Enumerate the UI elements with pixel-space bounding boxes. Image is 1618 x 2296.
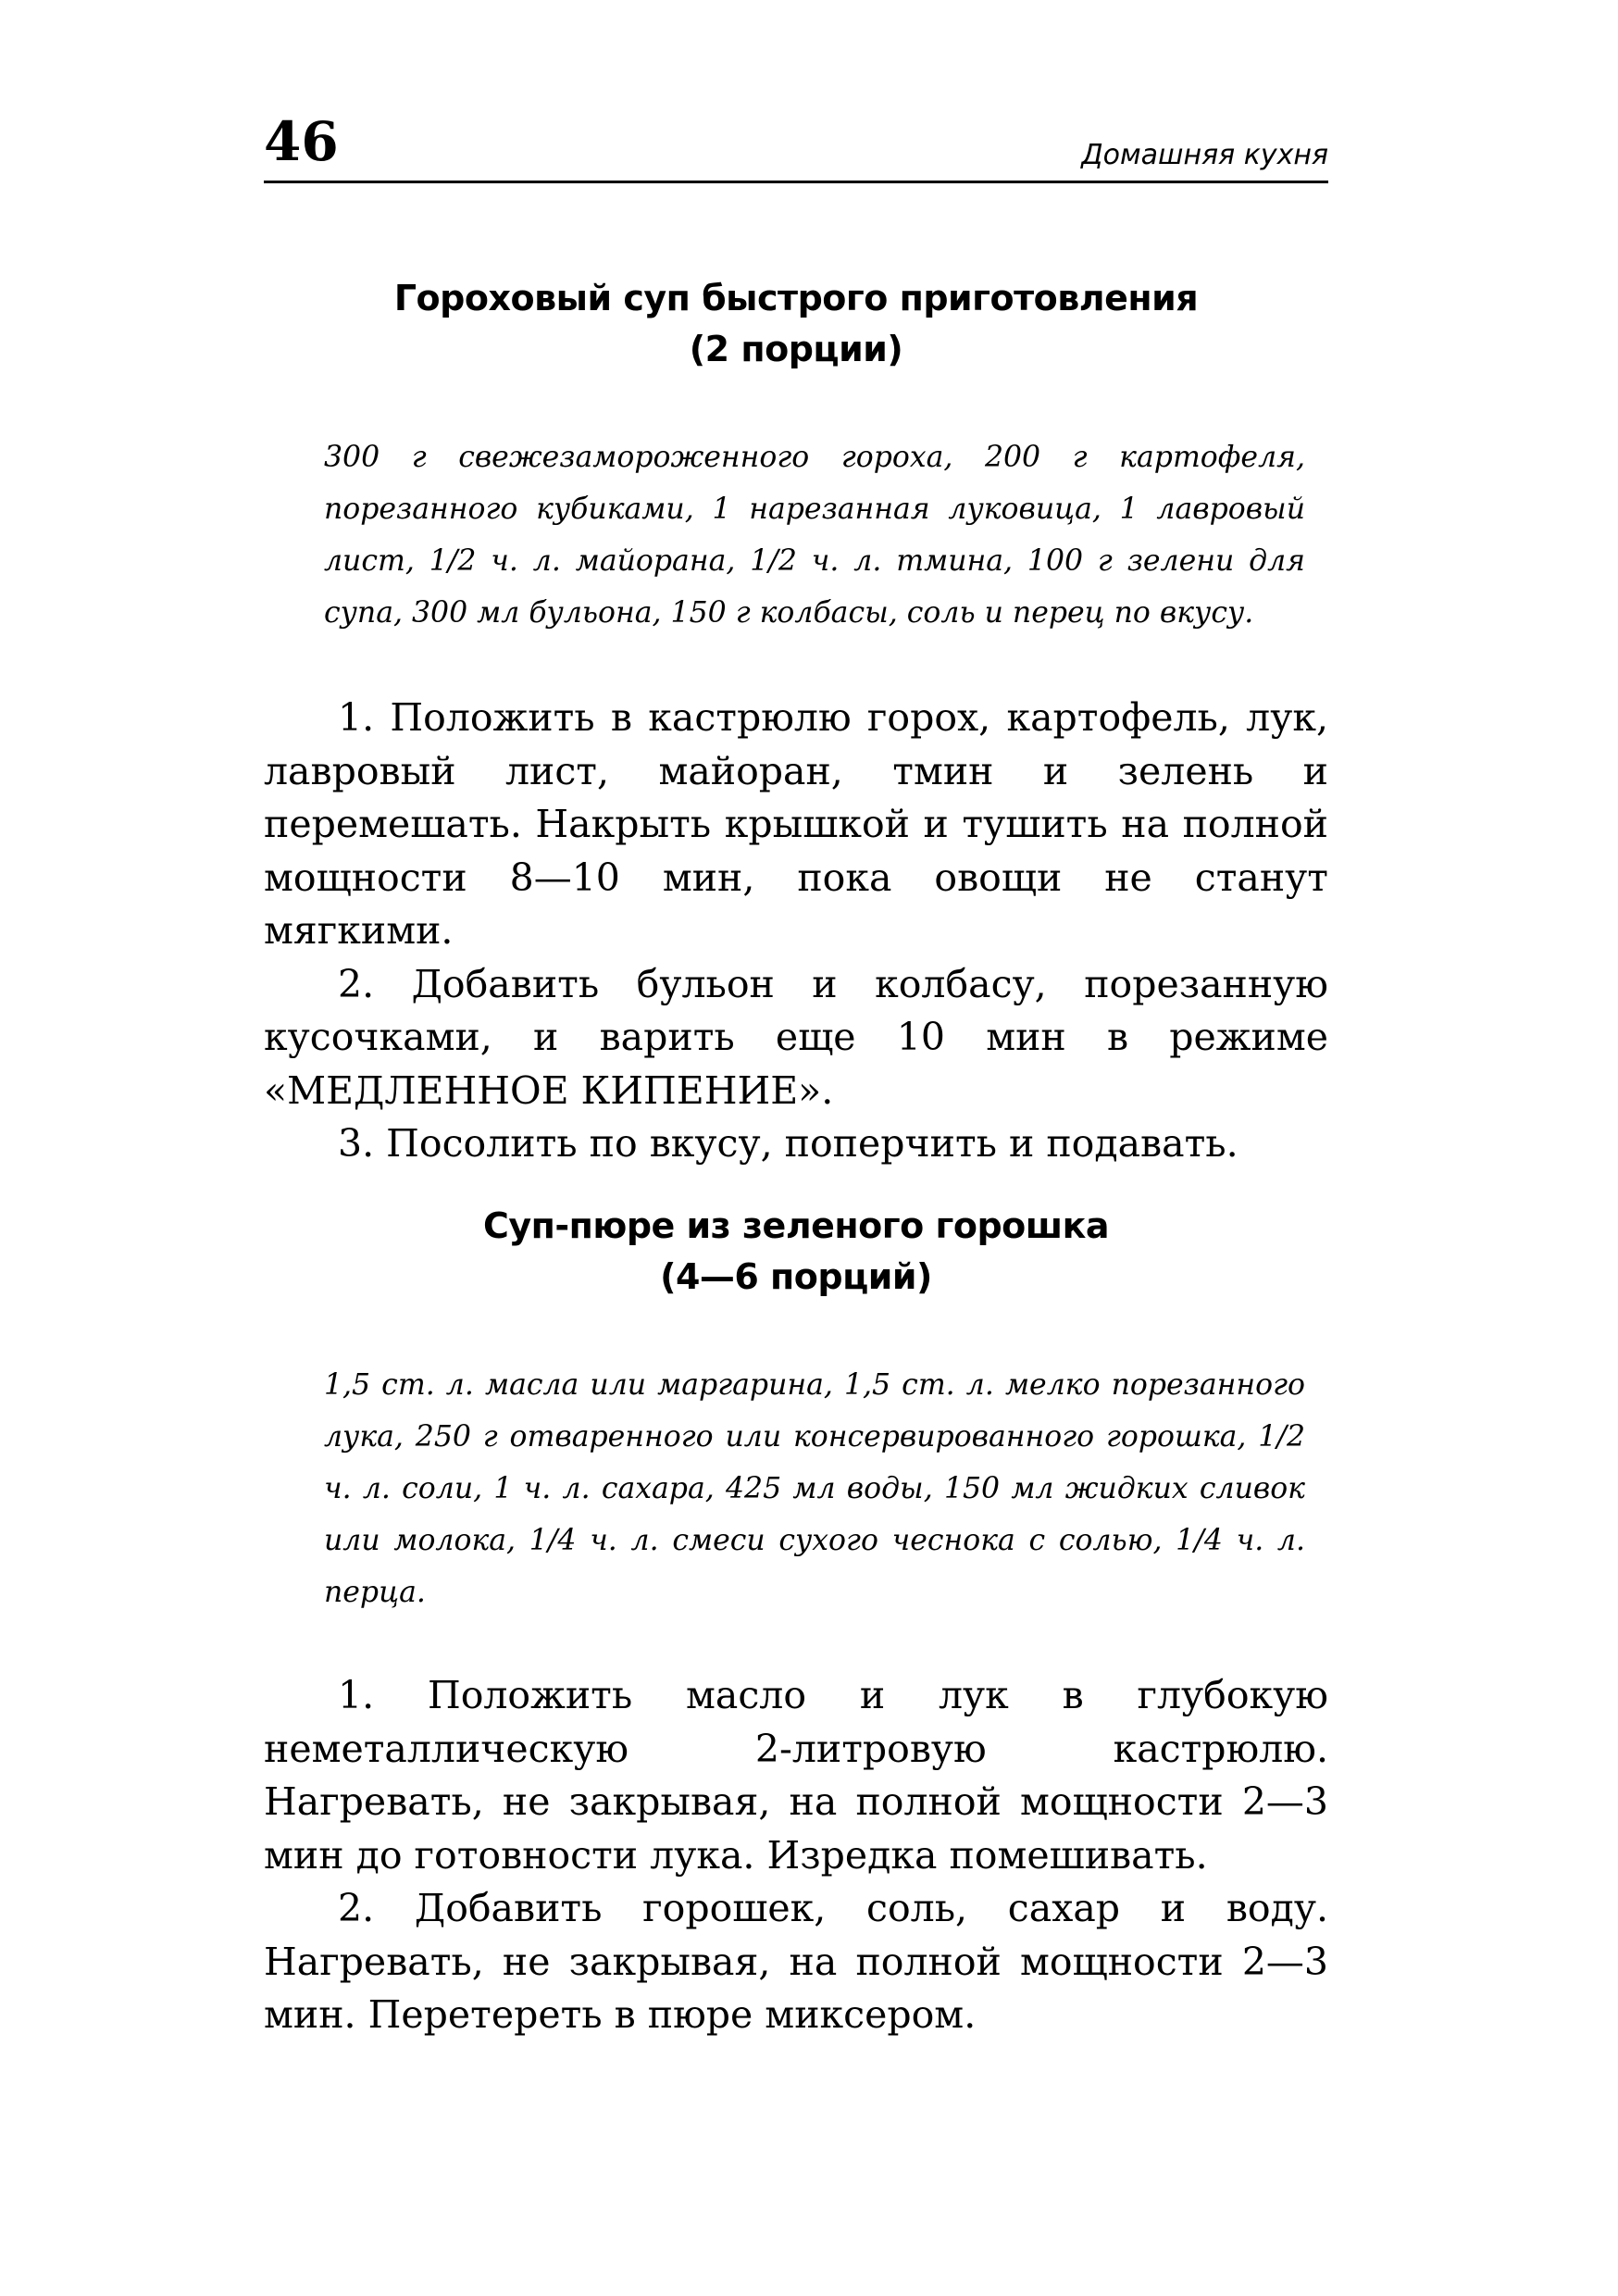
recipe-steps xyxy=(264,1669,1328,2042)
recipe-servings: (2 порции) xyxy=(689,329,903,369)
ingredients-list: 1,5 ст. л. масла или маргарина, 1,5 ст. л. мелко порезанного лука, 250 г отваренного или консервированного горошка, 1/2 ч. л. соли, 1 ч. л. сахара, 425 мл воды, 150 мл жидких сливок или молока, 1/4 ч. л. смеси сухого чеснока с солью, 1/4 ч. л. перца. xyxy=(324,1368,1305,1609)
recipe-servings: (4—6 порций) xyxy=(660,1256,932,1297)
ingredients-list: 300 г свежезамороженного гороха, 200 г картофеля, порезанного кубиками, 1 нарезанная луковица, 1 лавровый лист, 1/2 ч. л. майорана, 1/2 ч. л. тмина, 100 г зелени для супа, 300 мл бульона, 150 г колбасы, соль и перец по вкусу. xyxy=(324,441,1305,630)
recipe-title xyxy=(264,1201,1328,1303)
running-title: Домашняя кухня xyxy=(1081,139,1328,171)
recipe-title-main: Суп-пюре из зеленого горошка xyxy=(482,1205,1110,1246)
recipe-step: 2. Добавить горошек, соль, сахар и воду. Нагревать, не закрывая, на полной мощности 2—3 мин. Перетереть в пюре миксером. xyxy=(264,1886,1328,2037)
page-number: 46 xyxy=(264,110,339,173)
recipe-step: 2. Добавить бульон и колбасу, порезанную кусочками, и варить еще 10 мин в режиме «МЕДЛЕННОЕ КИПЕНИЕ». xyxy=(264,961,1328,1113)
recipe-title-main: Гороховый суп быстрого приготовления xyxy=(393,278,1199,318)
recipe-title xyxy=(264,273,1328,375)
recipe-step: 3. Посолить по вкусу, поперчить и подавать. xyxy=(338,1121,1238,1166)
header-rule xyxy=(264,181,1328,183)
recipe-step: 1. Положить в кастрюлю горох, картофель, лук, лавровый лист, майоран, тмин и зелень и перемешать. Накрыть крышкой и тушить на полной мощности 8—10 мин, пока овощи не станут мягкими. xyxy=(264,695,1328,953)
recipe-step: 1. Положить масло и лук в глубокую неметаллическую 2-литровую кастрюлю. Нагревать, не закрывая, на полной мощности 2—3 мин до готовности лука. Изредка помешивать. xyxy=(264,1673,1328,1878)
recipe-steps xyxy=(264,692,1328,1171)
page-header xyxy=(264,109,1328,183)
